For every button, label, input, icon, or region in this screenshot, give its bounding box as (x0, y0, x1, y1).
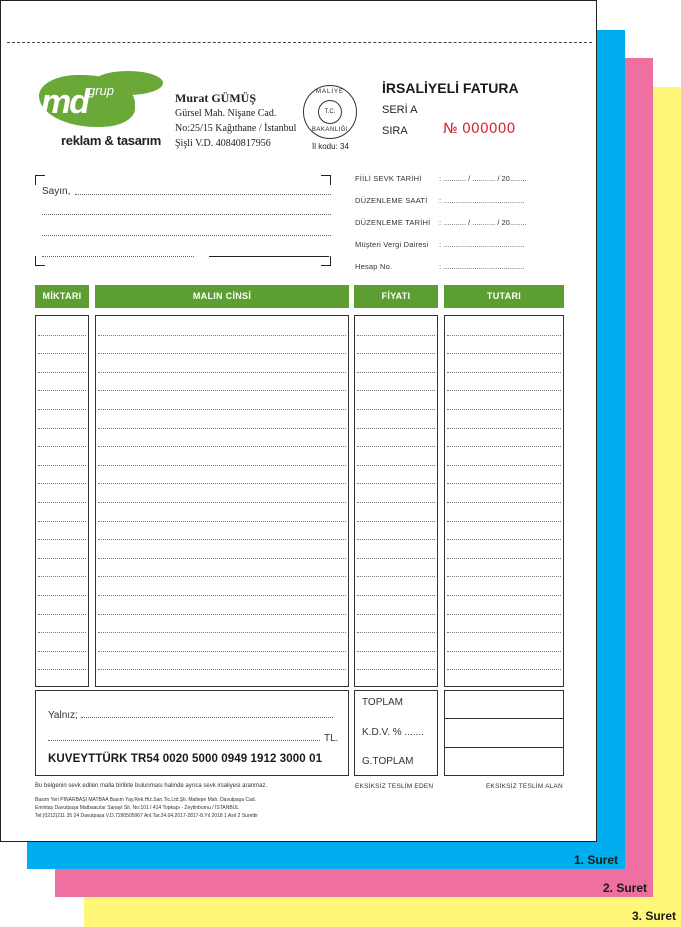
meta-value-field[interactable]: : ....................................... (439, 262, 525, 271)
item-row-line (447, 390, 561, 391)
currency-label: TL. (324, 733, 339, 744)
perforation-line (7, 42, 592, 43)
item-row-line (447, 669, 561, 670)
company-logo (33, 71, 163, 153)
item-row-line (98, 465, 346, 466)
copy-label-1: 1. Suret (574, 853, 619, 867)
item-row-line (38, 502, 86, 503)
item-row-line (447, 632, 561, 633)
company-address-2: No:25/15 Kağıthane / İstanbul (175, 123, 297, 134)
item-row-line (98, 335, 346, 336)
item-row-line (38, 669, 86, 670)
address-line-field[interactable] (42, 214, 331, 215)
totals-value-box[interactable] (444, 690, 564, 776)
column-header-quantity: MİKTARI (35, 285, 89, 308)
company-info (175, 91, 296, 151)
item-row-line (38, 539, 86, 540)
item-row-line (98, 576, 346, 577)
item-row-line (98, 558, 346, 559)
logo-grup: grup (88, 83, 115, 98)
address-corner (35, 256, 45, 266)
addressee-label: Sayın, (42, 186, 71, 197)
item-row-line (357, 558, 435, 559)
item-row-line (38, 558, 86, 559)
item-row-line (447, 539, 561, 540)
address-corner (35, 175, 45, 185)
item-row-line (447, 521, 561, 522)
grand-total-label: G.TOPLAM (362, 756, 414, 767)
meta-value-field[interactable]: : ........... / ........... / 20........ (439, 174, 527, 183)
meta-label: DÜZENLEME SAATİ (355, 196, 428, 205)
item-row-line (357, 483, 435, 484)
amount-in-words-field[interactable] (81, 717, 333, 718)
bank-iban: KUVEYTTÜRK TR54 0020 5000 0949 1912 3000 01 (48, 753, 323, 765)
address-line-field[interactable] (42, 235, 331, 236)
province-code: İl kodu: 34 (312, 142, 349, 151)
company-name: Murat GÜMÜŞ (175, 91, 256, 105)
item-row-line (38, 353, 86, 354)
item-row-line (38, 446, 86, 447)
item-row-line (38, 372, 86, 373)
item-row-line (98, 409, 346, 410)
item-row-line (38, 409, 86, 410)
item-row-line (98, 614, 346, 615)
item-row-line (357, 372, 435, 373)
seal-bottom-text: BAKANLIĞI (311, 127, 349, 133)
item-row-line (447, 595, 561, 596)
total-column[interactable] (444, 315, 564, 687)
ministry-seal (303, 85, 357, 139)
item-row-line (98, 521, 346, 522)
totals-divider (444, 747, 564, 748)
meta-value-field[interactable]: : ....................................... (439, 240, 525, 249)
item-row-line (357, 502, 435, 503)
item-row-line (98, 539, 346, 540)
column-header-total: TUTARI (444, 285, 564, 308)
item-row-line (98, 428, 346, 429)
item-row-line (357, 428, 435, 429)
item-row-line (98, 390, 346, 391)
copy-label-2: 2. Suret (603, 881, 648, 895)
item-row-line (357, 614, 435, 615)
item-row-line (38, 428, 86, 429)
item-row-line (357, 390, 435, 391)
item-row-line (98, 353, 346, 354)
item-row-line (447, 335, 561, 336)
item-row-line (98, 446, 346, 447)
item-row-line (357, 521, 435, 522)
subtotal-label: TOPLAM (362, 697, 403, 708)
company-tax: Şişli V.D. 40840817956 (175, 138, 271, 149)
price-column[interactable] (354, 315, 438, 687)
column-header-description: MALIN CİNSİ (95, 285, 349, 308)
item-row-line (357, 632, 435, 633)
item-row-line (447, 558, 561, 559)
item-row-line (38, 651, 86, 652)
meta-label: Hesap No. (355, 262, 393, 271)
item-row-line (357, 576, 435, 577)
company-address-1: Gürsel Mah. Nişane Cad. (175, 108, 277, 119)
address-line-field[interactable] (42, 256, 194, 257)
address-underline (209, 256, 329, 257)
item-row-line (357, 409, 435, 410)
item-row-line (357, 669, 435, 670)
item-row-line (447, 502, 561, 503)
legal-note: Bu belgenin sevk edilen malla birlikte bulunması halinde ayrıca sevk irsaliyesi aranmaz. (35, 783, 268, 789)
logo-tagline: reklam & tasarım (61, 133, 161, 148)
item-row-line (98, 651, 346, 652)
item-row-line (38, 595, 86, 596)
addressee-field[interactable] (75, 194, 331, 195)
item-row-line (38, 335, 86, 336)
item-row-line (447, 428, 561, 429)
item-row-line (38, 465, 86, 466)
meta-label: DÜZENLEME TARİHİ (355, 218, 431, 227)
item-row-line (447, 372, 561, 373)
item-row-line (98, 632, 346, 633)
seal-top-text: MALİYE (315, 89, 344, 95)
item-row-line (447, 446, 561, 447)
meta-value-field[interactable]: : ....................................... (439, 196, 525, 205)
item-row-line (98, 502, 346, 503)
item-row-line (98, 483, 346, 484)
document-title: İRSALİYELİ FATURA (382, 80, 519, 96)
vat-label: K.D.V. % ....... (362, 727, 424, 738)
printer-info-2: Emintaş Davutpaşa Matbaacılar Sanayi Sit. No:101 / 414 Topkapı - Zeytinburnu / İSTANBUL (35, 805, 240, 811)
sequence-label: SIRA (382, 125, 408, 137)
quantity-column[interactable] (35, 315, 89, 687)
description-column[interactable] (95, 315, 349, 687)
delivered-by-label: EKSİKSİZ TESLİM EDEN (355, 783, 434, 790)
printer-info-3: Tel:(0212)211 35 24 Davutpaşa V.D.7290505967 Anl.Tar.24.04.2017-2817-8.Yıl 2018 1 Asıl 2 Surettir (35, 813, 258, 819)
item-row-line (357, 353, 435, 354)
amount-in-words-field[interactable] (48, 740, 320, 741)
seal-center: T.C. (318, 100, 342, 124)
logo-brand: md (41, 83, 88, 121)
column-header-price: FİYATI (354, 285, 438, 308)
copy-label-3: 3. Suret (632, 909, 677, 923)
serial-number: № 000000 (443, 121, 516, 137)
item-row-line (447, 483, 561, 484)
series-label: SERİ A (382, 104, 418, 116)
item-row-line (447, 614, 561, 615)
item-row-line (357, 446, 435, 447)
item-row-line (357, 595, 435, 596)
totals-divider (444, 718, 564, 719)
item-row-line (447, 409, 561, 410)
item-row-line (357, 651, 435, 652)
item-row-line (38, 390, 86, 391)
item-row-line (447, 353, 561, 354)
meta-label: FİİLİ SEVK TARİHİ (355, 174, 422, 183)
item-row-line (357, 539, 435, 540)
item-row-line (447, 651, 561, 652)
address-corner (321, 175, 331, 185)
item-row-line (38, 614, 86, 615)
item-row-line (38, 632, 86, 633)
item-row-line (38, 483, 86, 484)
item-row-line (357, 335, 435, 336)
item-row-line (357, 465, 435, 466)
item-row-line (98, 595, 346, 596)
meta-label: Müşteri Vergi Dairesi (355, 240, 429, 249)
address-corner (321, 256, 331, 266)
item-row-line (38, 521, 86, 522)
printer-info-1: Basım Yeri PINARBAŞI MATBAA Basım Yay.Rek.Hiz.San.Tic.Ltd.Şti. Maltepe Mah. Davutpaşa Cad. (35, 797, 256, 803)
received-by-label: EKSİKSİZ TESLİM ALAN (486, 783, 563, 790)
meta-value-field[interactable]: : ........... / ........... / 20........ (439, 218, 527, 227)
item-row-line (98, 669, 346, 670)
item-row-line (98, 372, 346, 373)
item-row-line (447, 576, 561, 577)
item-row-line (447, 465, 561, 466)
item-row-line (38, 576, 86, 577)
amount-in-words-label: Yalnız; (48, 710, 78, 721)
